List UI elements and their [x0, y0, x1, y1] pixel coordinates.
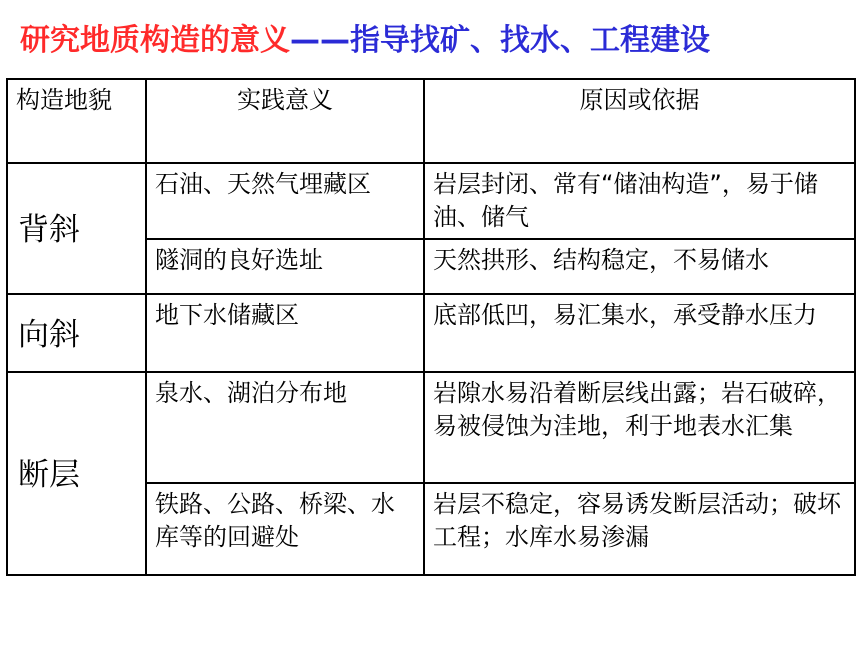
meaning-cell: 石油、天然气埋藏区	[146, 163, 424, 239]
reason-cell: 岩层不稳定，容易诱发断层活动；破坏工程；水库水易渗漏	[424, 483, 855, 575]
table-header-row	[7, 79, 855, 163]
meaning-cell: 隧洞的良好选址	[146, 239, 424, 294]
meaning-cell: 泉水、湖泊分布地	[146, 372, 424, 483]
category-syncline: 向斜	[7, 294, 146, 372]
title-subtitle: ——指导找矿、找水、工程建设	[290, 23, 710, 58]
table-row	[7, 372, 855, 483]
category-fault: 断层	[7, 372, 146, 575]
category-anticline: 背斜	[7, 163, 146, 294]
meaning-cell: 地下水储藏区	[146, 294, 424, 372]
meaning-cell: 铁路、公路、桥梁、水库等的回避处	[146, 483, 424, 575]
geologic-structure-table	[6, 78, 856, 576]
reason-cell: 岩层封闭、常有“储油构造”，易于储油、储气	[424, 163, 855, 239]
table-row	[7, 163, 855, 239]
reason-cell: 底部低凹，易汇集水，承受静水压力	[424, 294, 855, 372]
reason-cell: 岩隙水易沿着断层线出露；岩石破碎，易被侵蚀为洼地，利于地表水汇集	[424, 372, 855, 483]
title-main: 研究地质构造的意义	[20, 23, 290, 58]
header-structure: 构造地貌	[7, 79, 146, 163]
reason-cell: 天然拱形、结构稳定，不易储水	[424, 239, 855, 294]
table-row	[7, 294, 855, 372]
header-meaning: 实践意义	[146, 79, 424, 163]
header-reason: 原因或依据	[424, 79, 855, 163]
slide-title	[20, 18, 710, 64]
